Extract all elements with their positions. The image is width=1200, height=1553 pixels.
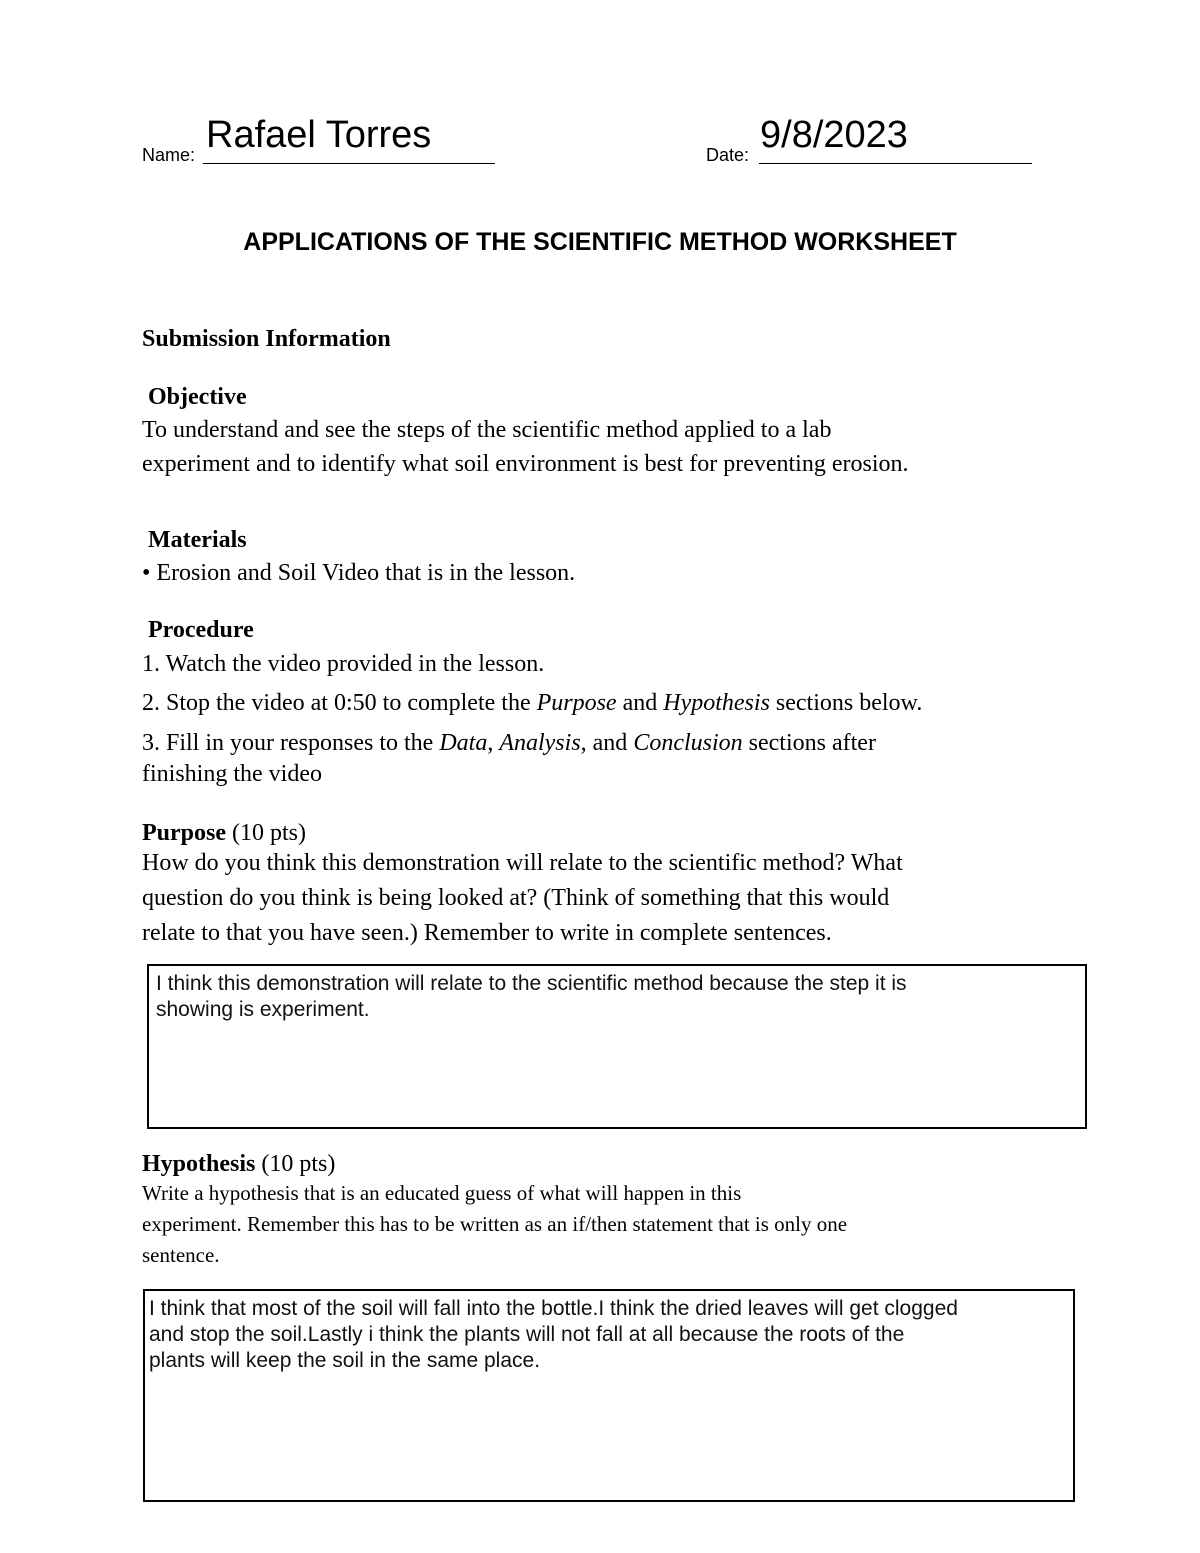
materials-heading: Materials xyxy=(148,527,247,553)
materials-item: • Erosion and Soil Video that is in the lesson. xyxy=(142,560,576,586)
hypothesis-prompt-line-3: sentence. xyxy=(142,1243,220,1267)
procedure-step-3-text-a: 3. Fill in your responses to the xyxy=(142,730,440,756)
purpose-heading: Purpose xyxy=(142,820,226,846)
purpose-answer-box[interactable] xyxy=(147,964,1087,1129)
procedure-step-1: 1. Watch the video provided in the lesson. xyxy=(142,651,545,677)
procedure-step-2 xyxy=(142,686,922,720)
purpose-answer-line-2: showing is experiment. xyxy=(156,998,370,1021)
procedure-step-3-text-b: sections after xyxy=(742,730,876,756)
purpose-prompt-line-1: How do you think this demonstration will relate to the scientific method? What xyxy=(142,850,903,876)
hypothesis-prompt-line-2: experiment. Remember this has to be written as an if/then statement that is only one xyxy=(142,1212,848,1236)
procedure-step-2-hypothesis: Hypothesis xyxy=(663,690,770,716)
hypothesis-prompt-line-1: Write a hypothesis that is an educated guess of what will happen in this xyxy=(142,1181,742,1205)
procedure-step-3-conclusion: Conclusion xyxy=(633,730,743,756)
procedure-step-3-and: , and xyxy=(580,730,634,756)
hypothesis-heading-line xyxy=(142,1147,335,1181)
purpose-answer-line-1: I think this demonstration will relate to the scientific method because the step it is xyxy=(156,972,907,995)
hypothesis-answer-line-2: and stop the soil.Lastly i think the plants will not fall at all because the roots of the xyxy=(149,1323,905,1346)
name-underline xyxy=(203,163,495,164)
hypothesis-points: (10 pts) xyxy=(255,1151,336,1177)
hypothesis-answer-box[interactable] xyxy=(143,1289,1075,1502)
procedure-step-3 xyxy=(142,726,876,760)
purpose-prompt-line-2: question do you think is being looked at? (Think of something that this would xyxy=(142,885,890,911)
date-label: Date: xyxy=(706,145,750,165)
page-title: APPLICATIONS OF THE SCIENTIFIC METHOD WORKSHEET xyxy=(243,228,957,256)
objective-line-2: experiment and to identify what soil environment is best for preventing erosion. xyxy=(142,451,909,477)
name-value[interactable]: Rafael Torres xyxy=(206,114,432,156)
name-label: Name: xyxy=(142,145,196,165)
purpose-points: (10 pts) xyxy=(226,820,306,846)
procedure-step-3-comma: , xyxy=(487,730,500,756)
procedure-step-3-data: Data xyxy=(439,730,488,756)
hypothesis-heading: Hypothesis xyxy=(142,1151,256,1177)
procedure-step-3-line-2: finishing the video xyxy=(142,761,322,787)
procedure-step-2-text-a: 2. Stop the video at 0:50 to complete the xyxy=(142,690,537,716)
submission-heading: Submission Information xyxy=(142,326,391,352)
procedure-heading: Procedure xyxy=(148,617,254,643)
date-underline xyxy=(759,163,1032,164)
objective-line-1: To understand and see the steps of the scientific method applied to a lab xyxy=(142,417,832,443)
procedure-step-2-text-b: sections below. xyxy=(769,690,923,716)
objective-heading: Objective xyxy=(148,384,247,410)
hypothesis-answer-line-1: I think that most of the soil will fall into the bottle.I think the dried leaves will get clogged xyxy=(149,1297,958,1320)
procedure-step-3-analysis: Analysis xyxy=(499,730,581,756)
procedure-step-2-purpose: Purpose xyxy=(536,690,617,716)
purpose-prompt-line-3: relate to that you have seen.) Remember to write in complete sentences. xyxy=(142,920,832,946)
procedure-step-2-and: and xyxy=(616,690,664,716)
hypothesis-answer-line-3: plants will keep the soil in the same place. xyxy=(149,1349,541,1372)
purpose-heading-line xyxy=(142,816,306,850)
date-value[interactable]: 9/8/2023 xyxy=(760,114,908,156)
